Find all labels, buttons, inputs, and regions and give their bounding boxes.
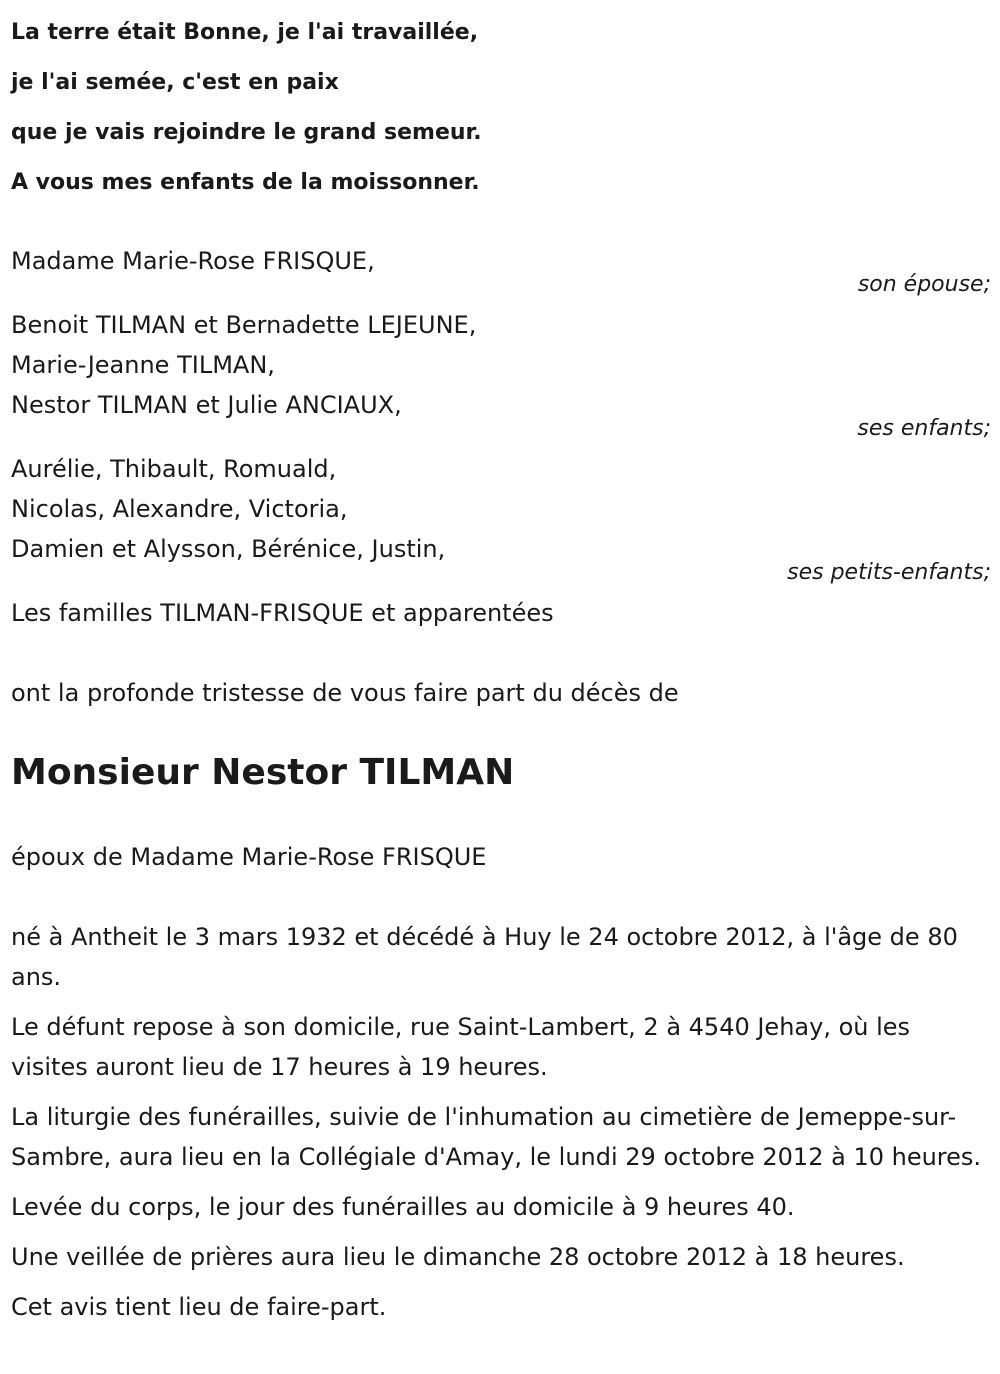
spouse-of-line: époux de Madame Marie-Rose FRISQUE bbox=[11, 843, 487, 871]
children-relation: ses enfants; bbox=[857, 416, 991, 441]
family-list bbox=[11, 241, 991, 633]
deceased-name: Monsieur Nestor TILMAN bbox=[11, 752, 515, 793]
liturgy-paragraph: La liturgie des funérailles, suivie de l'inhumation au cimetière de Jemeppe-sur-Sambre, aura lieu en la Collégiale d'Amay, le lundi 29 octobre 2012 à 10 heures. bbox=[11, 1103, 982, 1171]
poem-line: que je vais rejoindre le grand semeur. bbox=[11, 120, 482, 145]
poem-line: A vous mes enfants de la moissonner. bbox=[11, 170, 480, 195]
announcement-text: ont la profonde tristesse de vous faire part du décès de bbox=[11, 679, 679, 707]
visitation-paragraph: Le défunt repose à son domicile, rue Saint-Lambert, 2 à 4540 Jehay, où les visites auront lieu de 17 heures à 19 heures. bbox=[11, 1013, 911, 1081]
poem-line: La terre était Bonne, je l'ai travaillée, bbox=[11, 20, 479, 45]
child-entry: Benoit TILMAN et Bernadette LEJEUNE, bbox=[11, 311, 477, 339]
grandchildren-entry: Damien et Alysson, Bérénice, Justin, bbox=[11, 535, 446, 563]
child-entry: Nestor TILMAN et Julie ANCIAUX, bbox=[11, 391, 402, 419]
funeral-details bbox=[11, 917, 991, 1327]
poem-verse bbox=[11, 8, 991, 208]
obituary-notice bbox=[11, 0, 991, 1337]
body-removal-paragraph: Levée du corps, le jour des funérailles au domicile à 9 heures 40. bbox=[11, 1193, 795, 1221]
vigil-paragraph: Une veillée de prières aura lieu le dimanche 28 octobre 2012 à 18 heures. bbox=[11, 1243, 905, 1271]
child-entry: Marie-Jeanne TILMAN, bbox=[11, 351, 275, 379]
closing-note: Cet avis tient lieu de faire-part. bbox=[11, 1293, 387, 1321]
birth-death-paragraph: né à Antheit le 3 mars 1932 et décédé à Huy le 24 octobre 2012, à l'âge de 80 ans. bbox=[11, 923, 958, 991]
spouse-name: Madame Marie-Rose FRISQUE, bbox=[11, 247, 375, 275]
extended-families: Les familles TILMAN-FRISQUE et apparentées bbox=[11, 599, 554, 627]
grandchildren-entry: Aurélie, Thibault, Romuald, bbox=[11, 455, 337, 483]
spouse-relation: son épouse; bbox=[857, 272, 991, 297]
poem-line: je l'ai semée, c'est en paix bbox=[11, 70, 339, 95]
grandchildren-relation: ses petits-enfants; bbox=[787, 560, 991, 585]
grandchildren-entry: Nicolas, Alexandre, Victoria, bbox=[11, 495, 348, 523]
